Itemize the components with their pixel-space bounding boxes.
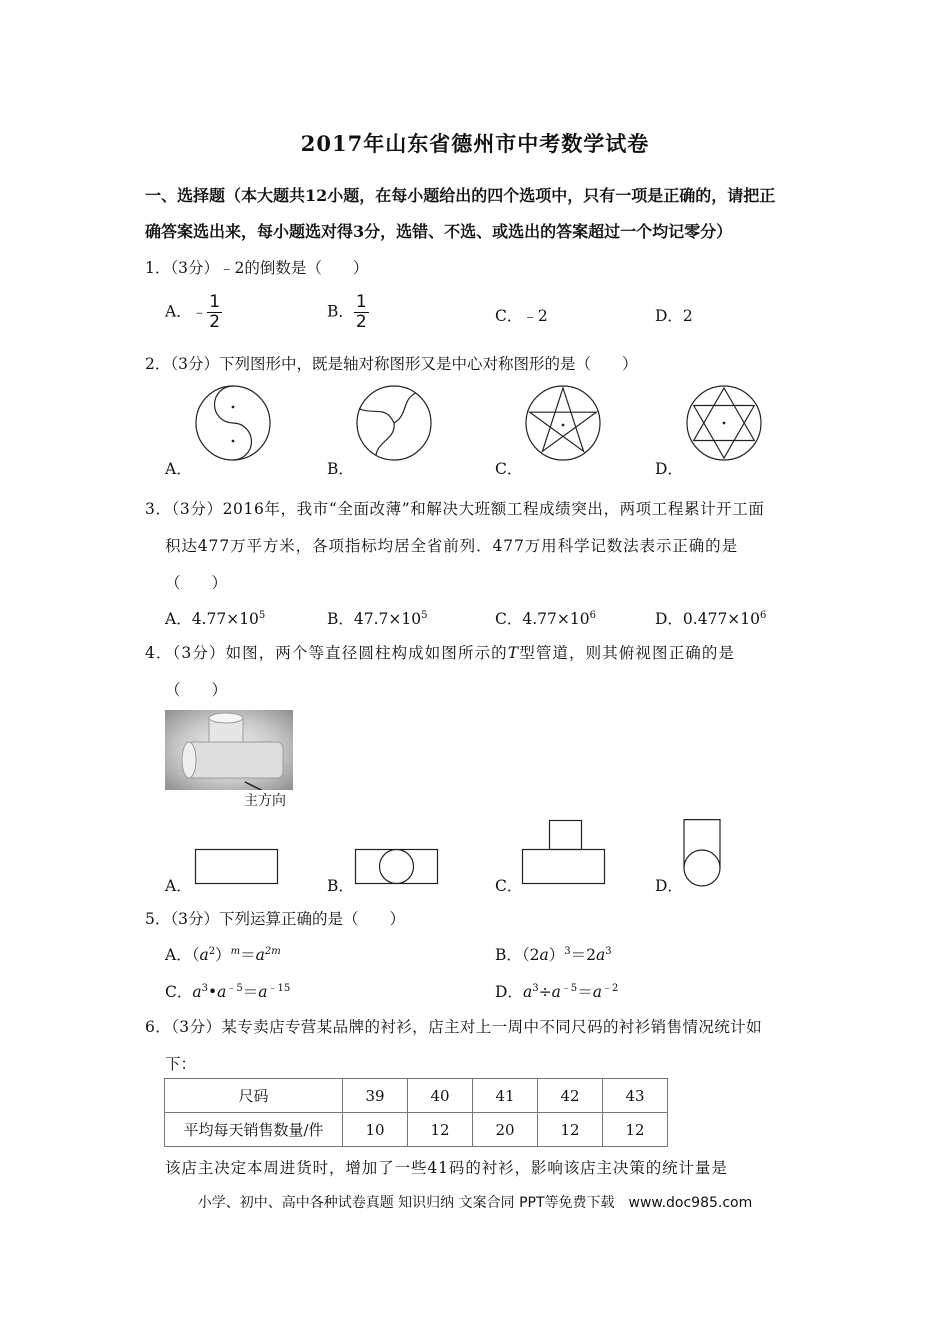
- q5-d-var3: a: [592, 983, 602, 1002]
- q2-figure-b-pinwheel: [356, 385, 436, 465]
- shirt-sales-table: [164, 1078, 668, 1147]
- q5-c-eq: ＝: [242, 983, 259, 1002]
- page-footer: 小学、初中、高中各种试卷真题 知识归纳 文案合同 PPT等免费下载 www.doc985.com: [197, 1195, 753, 1211]
- section-heading-line1: 一、选择题（本大题共12小题，在每小题给出的四个选项中，只有一项是正确的，请把正: [145, 186, 776, 205]
- q1-a-fraction: [207, 293, 222, 332]
- q1-option-a: [165, 293, 222, 332]
- table-cell: 20: [473, 1113, 538, 1147]
- q4-option-b-rect-circle: [355, 849, 439, 885]
- q4-option-a-rectangle: [195, 849, 279, 885]
- q6-line1: 6．（3分）某专卖店专营某品牌的衬衫，店主对上一周中不同尺码的衬衫销售情况统计如: [145, 1018, 762, 1036]
- q5-d-var1: a: [522, 983, 533, 1002]
- q3-option-d: [655, 607, 766, 629]
- q5-c-var2: a: [217, 983, 227, 1002]
- t-pipe-drawing: [165, 710, 293, 790]
- q5-a-var: a: [199, 946, 209, 964]
- q5-a-exp1: 2: [208, 945, 216, 957]
- table-cell: 10: [343, 1113, 408, 1147]
- q5-a-exp3: 2m: [264, 945, 281, 957]
- q5-a-close: ）: [215, 946, 231, 964]
- q5-c-exp2: ﹣5: [226, 983, 243, 994]
- q5-d-exp3: ﹣2: [601, 983, 619, 994]
- table-cell: 43: [603, 1079, 668, 1113]
- q3-a-exponent: 5: [258, 609, 266, 621]
- q5-a-exp2: m: [230, 945, 241, 957]
- q5-c-var3: a: [258, 983, 268, 1002]
- table-cell: 40: [408, 1079, 473, 1113]
- q3-b-base: B．47.7×10: [327, 610, 422, 628]
- q6-line2: 下：: [165, 1055, 197, 1073]
- q3-option-c: [495, 607, 596, 629]
- t-pipe-direction-caption: 主方向: [244, 793, 286, 809]
- fraction-denominator: 2: [209, 312, 221, 332]
- q2-label-a: A．: [165, 460, 192, 478]
- q2-label-c: C．: [495, 460, 523, 478]
- q2-stem: 2．（3分）下列图形中，既是轴对称图形又是中心对称图形的是（ ）: [145, 355, 638, 373]
- table-cell: 12: [603, 1113, 668, 1147]
- q1-a-label: A．: [165, 302, 192, 321]
- q3-d-base: D．0.477×10: [655, 610, 761, 628]
- q5-b-var2: a: [596, 946, 606, 964]
- q4-line1-text-a: 4．（3分）如图，两个等直径圆柱构成如图所示的: [145, 644, 508, 662]
- q1-a-sign: ﹣: [191, 302, 208, 321]
- q5-option-b: [495, 943, 612, 965]
- q4-option-d-u-circle: [683, 819, 723, 889]
- table-cell: 12: [408, 1113, 473, 1147]
- page-title: 2017年山东省德州市中考数学试卷: [300, 131, 650, 156]
- q5-d-eq: ＝: [577, 983, 593, 1002]
- q2-figure-d-hexagram: [686, 385, 766, 465]
- table-cell: 12: [538, 1113, 603, 1147]
- q5-d-exp1: 3: [532, 983, 539, 994]
- q4-label-c: C．: [495, 877, 523, 895]
- q5-c-exp1: 3: [201, 983, 208, 994]
- q2-figure-c-star: [525, 385, 605, 465]
- q3-d-exponent: 6: [760, 609, 767, 621]
- table-cell: 41: [473, 1079, 538, 1113]
- q5-option-a: [165, 943, 281, 965]
- t-pipe-photo: [165, 710, 293, 790]
- q2-label-b: B．: [327, 460, 354, 478]
- q3-c-base: C．4.77×10: [495, 610, 590, 628]
- q5-stem: 5．（3分）下列运算正确的是（ ）: [145, 910, 405, 928]
- q4-line1-letter-t: T: [507, 644, 520, 662]
- q5-c-dot: •: [208, 983, 218, 1002]
- q4-line1: [145, 641, 735, 663]
- q3-line1: 3．（3分）2016年，我市“全面改薄”和解决大班额工程成绩突出，两项工程累计开工面: [145, 500, 765, 518]
- table-header-row: [165, 1079, 668, 1113]
- q5-d-var2: a: [551, 983, 561, 1002]
- q2-figure-a-taiji: [195, 385, 275, 465]
- q5-c-exp3: ﹣15: [267, 983, 291, 994]
- q5-b-exp1: 3: [564, 945, 571, 957]
- q2-label-d: D．: [655, 460, 683, 478]
- q5-b-var: a: [539, 946, 549, 964]
- section-heading-line2: 确答案选出来，每小题选对得3分，选错、不选、或选出的答案超过一个均记零分）: [145, 222, 733, 241]
- q1-option-d: D．2: [655, 307, 693, 325]
- q5-a-label: A．（: [165, 946, 200, 964]
- q4-label-a: A．: [165, 877, 192, 895]
- q1-option-c: C．﹣2: [495, 307, 548, 325]
- q5-b-exp2: 3: [605, 945, 612, 957]
- q5-a-var2: a: [255, 946, 265, 964]
- q5-option-c: [165, 979, 290, 1002]
- fraction-numerator: 1: [209, 292, 221, 312]
- q1-b-label: B．: [327, 302, 354, 321]
- q4-line2: （ ）: [165, 681, 228, 699]
- fraction-numerator: 1: [355, 292, 367, 312]
- q1-stem: 1．（3分）﹣2的倒数是（ ）: [145, 259, 369, 277]
- q5-c-var1: a: [192, 983, 202, 1002]
- q5-d-exp2: ﹣5: [560, 983, 578, 994]
- q3-line2: 积达477万平方米，各项指标均居全省前列．477万用科学记数法表示正确的是: [165, 537, 738, 555]
- q5-option-d: [495, 979, 618, 1002]
- q5-a-eq: ＝: [240, 946, 256, 964]
- table-cell: 39: [343, 1079, 408, 1113]
- q3-option-a: [165, 607, 265, 629]
- q4-label-b: B．: [327, 877, 354, 895]
- fraction-denominator: 2: [355, 312, 367, 332]
- q5-d-label: D．: [495, 983, 523, 1002]
- q6-line3: 该店主决定本周进货时，增加了一些41码的衬衫，影响该店主决策的统计量是: [165, 1159, 728, 1177]
- q5-b-close: ）: [548, 946, 565, 964]
- q3-option-b: [327, 607, 428, 629]
- q5-b-label: B．（2: [495, 946, 540, 964]
- q3-c-exponent: 6: [589, 609, 596, 621]
- q1-option-b: [327, 293, 369, 332]
- q3-line3: （ ）: [165, 574, 228, 592]
- q4-line1-text-b: 型管道，则其俯视图正确的是: [519, 644, 736, 662]
- table-cell: 42: [538, 1079, 603, 1113]
- q5-c-label: C．: [165, 983, 193, 1002]
- table-cell: 平均每天销售数量/件: [165, 1113, 343, 1147]
- q4-label-d: D．: [655, 877, 683, 895]
- q1-b-fraction: [354, 293, 369, 332]
- q5-b-eq: ＝2: [570, 946, 597, 964]
- q3-b-exponent: 5: [421, 609, 428, 621]
- table-row: [165, 1113, 668, 1147]
- q3-a-base: A．4.77×10: [165, 610, 259, 628]
- q5-d-div: ÷: [538, 983, 552, 1002]
- table-cell: 尺码: [165, 1079, 343, 1113]
- q4-option-c-t-shape: [522, 820, 606, 886]
